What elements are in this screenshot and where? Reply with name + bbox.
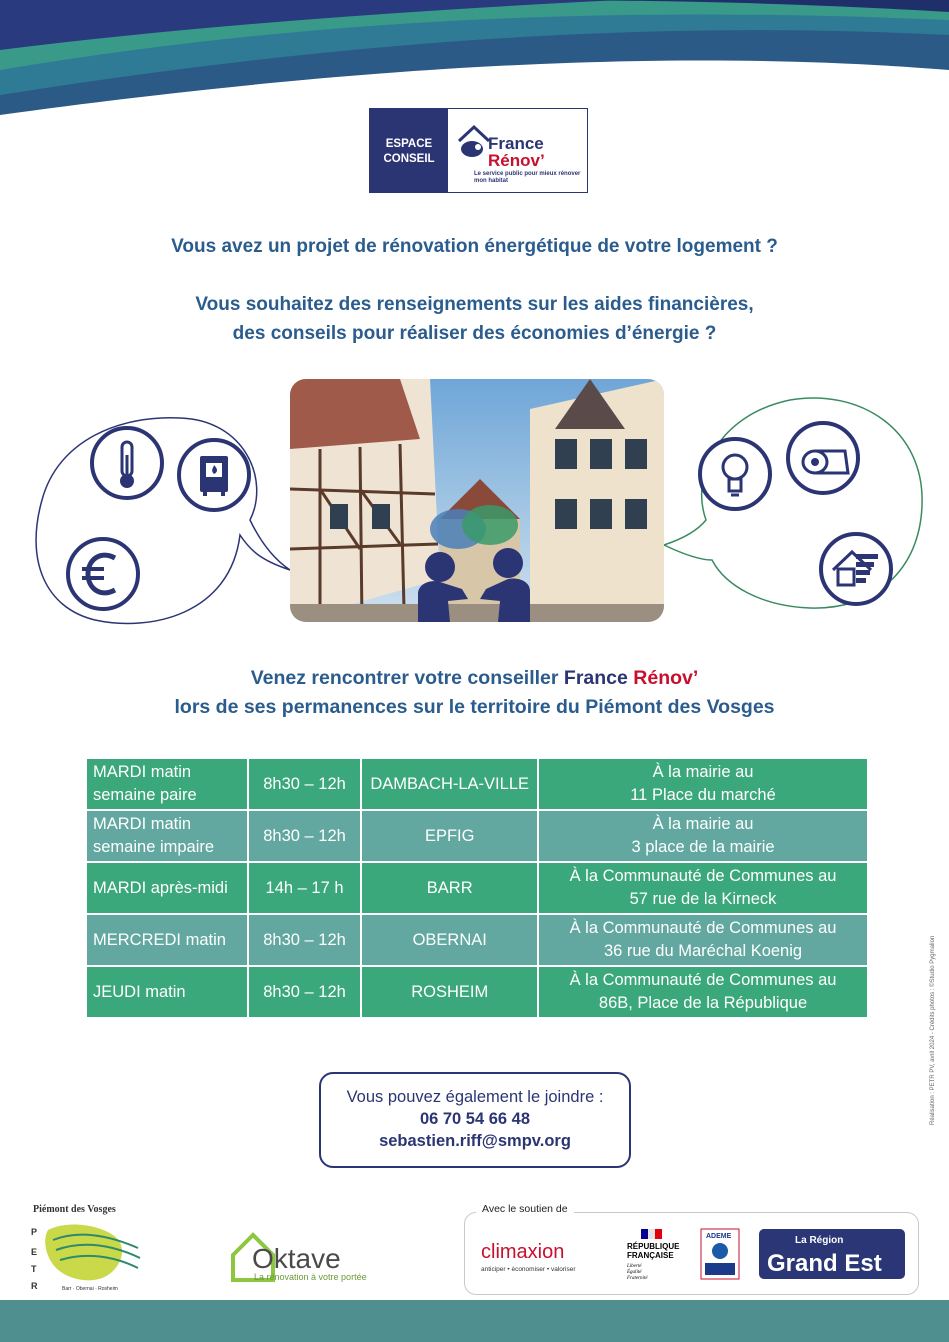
hours-cell: 14h – 17 h [248, 862, 362, 914]
insulation-roll-icon [788, 423, 858, 493]
address-text: 86B, Place de la République [598, 994, 808, 1012]
address-text: 36 rue du Maréchal Koenig [603, 942, 803, 960]
house-logo-icon [456, 123, 492, 163]
stove-icon [179, 440, 249, 510]
petr-letter-p: P [31, 1227, 38, 1237]
climaxion-logo: climaxion [481, 1241, 565, 1263]
france-renov-logo [369, 108, 588, 193]
table-row [86, 810, 868, 862]
meet-renov: Rénov’ [633, 667, 699, 689]
place-cell [538, 862, 868, 914]
address-text: 3 place de la mairie [631, 838, 775, 856]
place-text: À la Communauté de Communes au [569, 919, 837, 937]
energy-house-icon [821, 534, 891, 604]
logo-tagline: Le service public pour mieux rénover mon habitat [474, 171, 581, 184]
petr-title: Piémont des Vosges [33, 1204, 116, 1215]
question-renovation: Vous avez un projet de rénovation énergétique de votre logement ? [171, 236, 778, 257]
phone-number[interactable]: 06 70 54 66 48 [419, 1110, 531, 1128]
bottom-bar [0, 1300, 949, 1342]
day-subtext: semaine impaire [93, 838, 215, 856]
town-cell: BARR [361, 862, 538, 914]
day-cell: MARDI après-midi [86, 862, 248, 914]
address-text: 11 Place du marché [630, 786, 776, 804]
place-cell [538, 810, 868, 862]
place-text: À la Communauté de Communes au [569, 971, 837, 989]
place-text: À la mairie au [652, 815, 754, 833]
address-text: 57 rue de la Kirneck [629, 890, 777, 908]
town-cell: OBERNAI [361, 914, 538, 966]
place-cell [538, 966, 868, 1018]
hours-cell: 8h30 – 12h [248, 914, 362, 966]
petr-letter-t: T [31, 1264, 37, 1274]
sponsor-logos [465, 1213, 918, 1294]
table-row [86, 966, 868, 1018]
petr-piemont-vosges-logo [28, 1200, 168, 1300]
schedule-table [85, 757, 869, 1019]
espace-text: ESPACE [385, 138, 433, 150]
meet-advisor-line1 [0, 665, 949, 691]
brand-renov: Rénov’ [488, 151, 545, 170]
oktave-logo [228, 1215, 398, 1290]
petr-letter-e: E [31, 1247, 38, 1257]
rf-line1: RÉPUBLIQUE [627, 1242, 680, 1251]
photo-credit: Réalisation : PETR PV, avril 2024 - Crédits photos : ©Studio Pygmalion [930, 935, 936, 1125]
conseil-text: CONSEIL [383, 153, 435, 165]
contact-intro: Vous pouvez également le joindre : [346, 1088, 604, 1106]
oktave-name: Oktave [252, 1243, 341, 1274]
hours-cell: 8h30 – 12h [248, 758, 362, 810]
table-row [86, 758, 868, 810]
ademe-text: ADEME [706, 1233, 732, 1240]
contact-box [319, 1072, 631, 1168]
petr-letter-r: R [31, 1281, 38, 1291]
climaxion-tagline: anticiper • économiser • valoriser [481, 1266, 576, 1273]
day-text: MARDI matin [93, 815, 192, 833]
republique-francaise-logo [626, 1229, 680, 1281]
meet-france: France [563, 667, 628, 689]
rf-motto1: Liberté [627, 1264, 642, 1269]
town-cell: ROSHEIM [361, 966, 538, 1018]
region-line2: Grand Est [767, 1250, 882, 1277]
day-subtext: semaine paire [93, 786, 197, 804]
petr-subtitle: Barr · Obernai · Rosheim [62, 1286, 118, 1292]
brand-france: France [488, 134, 544, 153]
rf-line2: FRANÇAISE [627, 1251, 674, 1260]
town-cell: EPFIG [361, 810, 538, 862]
place-cell [538, 914, 868, 966]
day-cell: MERCREDI matin [86, 914, 248, 966]
town-cell: DAMBACH-LA-VILLE [361, 758, 538, 810]
rf-motto2: Égalité [627, 1270, 642, 1275]
rf-motto3: Fraternité [627, 1276, 648, 1281]
hours-cell: 8h30 – 12h [248, 810, 362, 862]
meet-advisor-line2: lors de ses permanences sur le territoire du Piémont des Vosges [174, 696, 775, 718]
day-cell [86, 810, 248, 862]
espace-conseil-label [370, 109, 448, 192]
petr-map-shape [45, 1225, 122, 1281]
hours-cell: 8h30 – 12h [248, 966, 362, 1018]
place-text: À la mairie au [652, 763, 754, 781]
day-cell [86, 758, 248, 810]
table-row [86, 862, 868, 914]
sponsors-box [464, 1212, 919, 1295]
question-aides-line1: Vous souhaitez des renseignements sur les aides financières, [195, 294, 754, 315]
top-wave-banner [0, 0, 949, 115]
place-cell [538, 758, 868, 810]
ademe-logo [701, 1229, 739, 1279]
email-link[interactable]: sebastien.riff@smpv.org [379, 1132, 571, 1150]
place-text: À la Communauté de Communes au [569, 867, 837, 885]
region-grand-est-logo [759, 1229, 905, 1279]
town-street-photo [290, 379, 664, 622]
lightbulb-icon [700, 439, 770, 509]
euro-icon [68, 539, 138, 609]
meet-prefix: Venez rencontrer votre conseiller [250, 667, 564, 689]
day-text: MARDI matin [93, 763, 192, 781]
region-line1: La Région [795, 1235, 844, 1246]
table-row [86, 914, 868, 966]
day-cell: JEUDI matin [86, 966, 248, 1018]
question-aides-line2: des conseils pour réaliser des économies d’énergie ? [232, 323, 717, 344]
oktave-tagline: La rénovation à votre portée [254, 1272, 367, 1282]
thermometer-icon [92, 428, 162, 498]
sponsor-label: Avec le soutien de [476, 1203, 574, 1215]
